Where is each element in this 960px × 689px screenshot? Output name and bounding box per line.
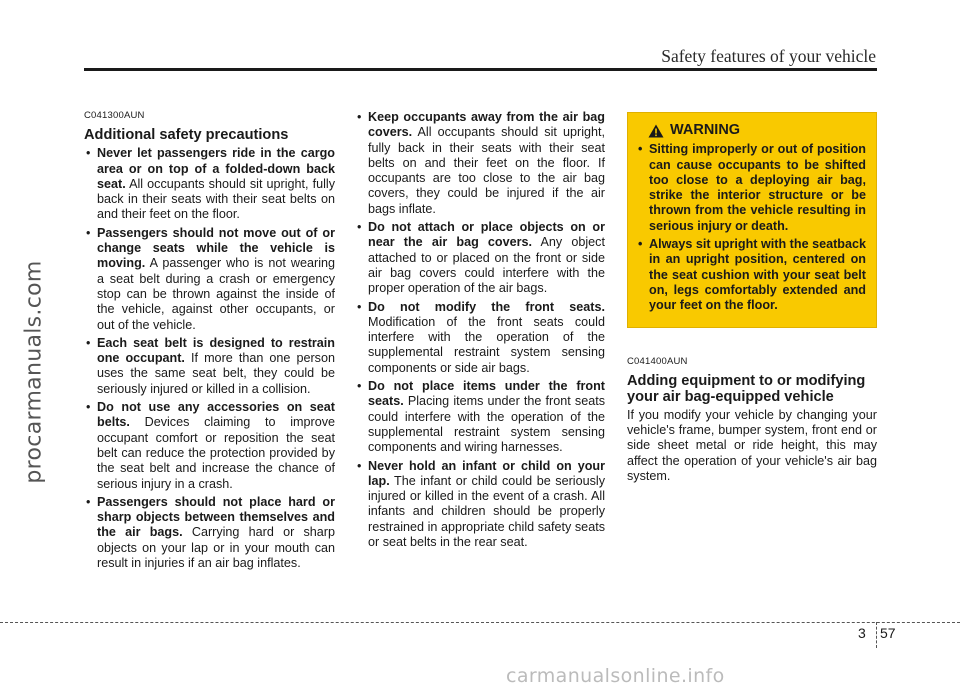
item-lead: Do not place items under the front seats. bbox=[368, 379, 605, 409]
section-code: C041400AUN bbox=[627, 355, 688, 367]
side-watermark: procarmanuals.com bbox=[21, 260, 47, 484]
item-lead: Passengers should not move out of or change seats while the vehicle is moving. bbox=[97, 225, 335, 271]
list-item bbox=[84, 226, 335, 333]
item-lead: Do not use any accessories on seat belts. bbox=[97, 400, 335, 430]
warning-title: WARNING bbox=[670, 122, 741, 138]
page-number: 57 bbox=[880, 625, 896, 641]
section-title: Additional safety precautions bbox=[84, 127, 289, 144]
warning-header bbox=[636, 123, 866, 138]
item-lead: Each seat belt is designed to restrain one occupant. bbox=[97, 335, 335, 366]
item-lead: Do not attach or place objects on or near the air bag covers. bbox=[368, 220, 605, 250]
section-code: C041300AUN bbox=[84, 110, 145, 121]
column-1 bbox=[84, 108, 335, 574]
list-item bbox=[355, 220, 605, 296]
section-modifying bbox=[627, 354, 877, 485]
item-text: Placing items under the front seats could interfere with the operation of the supplemental restraint system sensing components and wiring harnesses. bbox=[368, 394, 605, 455]
section-body: If you modify your vehicle by changing your vehicle's frame, bumper system, front end or side sheet metal or ride height, this may affect the operation of your vehicle's air bag system. bbox=[627, 407, 877, 484]
item-text: All occupants should sit upright, fully back in their seats with their seat belts on and their feet on the floor. If occupants are too close to the air bag covers, they could be injured if the air bags inflate. bbox=[368, 125, 605, 216]
item-lead: Never let passengers ride in the cargo area or on top of a folded-down back seat. bbox=[97, 146, 335, 191]
item-text: A passenger who is not wearing a seat belt during a crash or emergency stop can be thrown against the inside of the vehicle, against other occupants, or out of the vehicle. bbox=[97, 256, 335, 332]
running-header: Safety features of your vehicle bbox=[661, 46, 876, 66]
header-rule bbox=[84, 68, 877, 71]
list-item bbox=[84, 400, 335, 492]
item-text: All occupants should sit upright, fully back in their seats with their seat belts on and their feet on the floor. bbox=[97, 176, 335, 222]
warning-box bbox=[627, 112, 877, 328]
item-text: If more than one person uses the same seat belt, they could be seriously injured or killed in a collision. bbox=[97, 351, 335, 396]
section-title: Adding equipment to or modifying your air bag-equipped vehicle bbox=[627, 372, 866, 405]
item-lead: Passengers should not place hard or sharp objects between themselves and the air bags. bbox=[97, 494, 335, 540]
bottom-watermark: carmanualsonline.info bbox=[506, 665, 725, 687]
footer-rule bbox=[0, 622, 960, 623]
chapter-number: 3 bbox=[858, 625, 866, 641]
item-text: The infant or child could be seriously injured or killed in the event of a crash. All infants and children should be properly restrained in appropriate child safety seats or seat belts in the rear seat. bbox=[368, 473, 605, 550]
precautions-list-continued bbox=[355, 110, 605, 550]
item-text: Devices claiming to improve occupant comfort or reposition the seat belt can reduce the protection provided by the seat belt and increase the chance of serious injury in a crash. bbox=[97, 415, 335, 491]
warning-item: • Sitting improperly or out of position can cause occupants to be shifted too close to a deploying air bag, strike the interior structure or be thrown from the vehicle resulting in serious injury or death. bbox=[636, 142, 866, 234]
item-text: Modification of the front seats could interfere with the operation of the supplemental restraint system sensing components or side air bags. bbox=[368, 314, 605, 375]
list-item bbox=[84, 146, 335, 222]
list-item bbox=[355, 110, 605, 217]
list-item bbox=[84, 495, 335, 571]
precautions-list bbox=[84, 146, 335, 571]
column-2 bbox=[355, 110, 605, 553]
item-text: Any object attached to or placed on the front or side air bag covers could interfere with the proper operation of the air bags. bbox=[368, 235, 605, 296]
list-item bbox=[355, 379, 605, 455]
item-lead: Keep occupants away from the air bag covers. bbox=[368, 110, 605, 140]
item-lead: Never hold an infant or child on your lap. bbox=[368, 458, 605, 488]
item-lead: Do not modify the front seats. bbox=[368, 299, 605, 314]
item-text: Carrying hard or sharp objects on your lap or in your mouth can result in injuries if an air bag inflates. bbox=[97, 525, 335, 571]
column-3 bbox=[627, 112, 877, 484]
list-item bbox=[355, 300, 605, 376]
warning-item: • Always sit upright with the seatback in an upright position, centered on the seat cushion with your seat belt on, legs comfortably extended and your feet on the floor. bbox=[636, 237, 866, 313]
list-item bbox=[355, 459, 605, 551]
warning-triangle-icon bbox=[648, 124, 664, 138]
list-item bbox=[84, 336, 335, 397]
warning-list bbox=[636, 142, 866, 313]
footer-divider bbox=[876, 622, 877, 648]
